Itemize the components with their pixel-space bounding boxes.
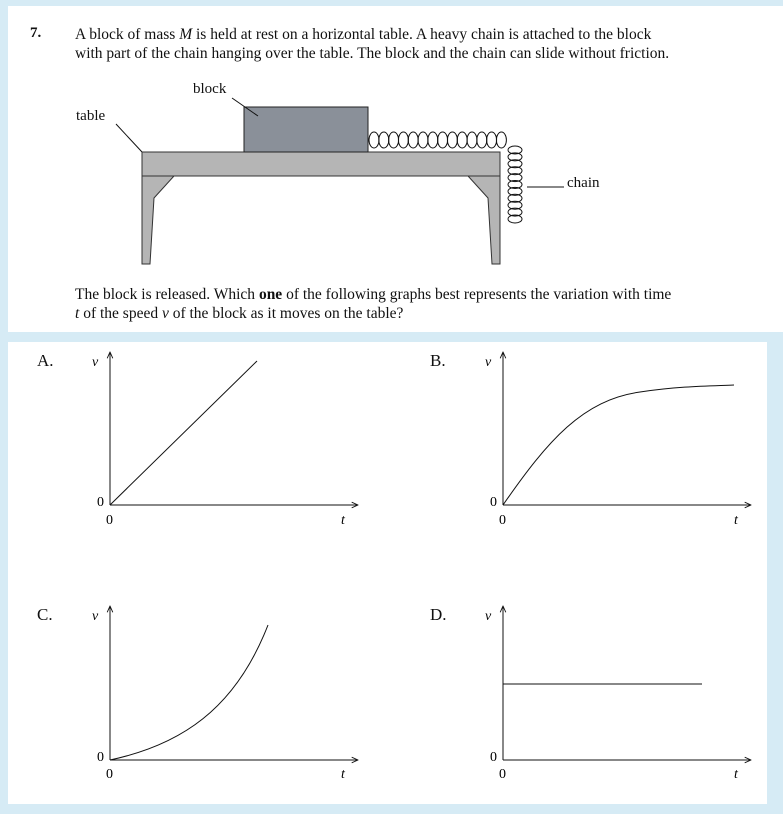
graph-c-curve — [110, 625, 268, 760]
question-number: 7. — [30, 25, 42, 41]
graph-d-v-label: v — [485, 609, 492, 624]
graph-d-origin-v: 0 — [490, 750, 497, 765]
table-label: table — [76, 108, 106, 124]
option-d-letter: D. — [430, 605, 447, 624]
graph-c-origin-t: 0 — [106, 767, 113, 782]
option-b-letter: B. — [430, 351, 446, 370]
graph-a-curve — [110, 361, 257, 505]
graph-c-origin-v: 0 — [97, 750, 104, 765]
question-prompt-line-2: t of the speed v of the block as it moves on the table? — [75, 305, 404, 322]
graph-c-v-label: v — [92, 609, 99, 624]
option-c-letter: C. — [37, 605, 53, 624]
graph-a-origin-v: 0 — [97, 495, 104, 510]
graph-b-origin-v: 0 — [490, 495, 497, 510]
chain-label: chain — [567, 175, 600, 191]
graph-d-origin-t: 0 — [499, 767, 506, 782]
question-intro-line-1: A block of mass M is held at rest on a horizontal table. A heavy chain is attached to the block — [75, 26, 652, 43]
graph-b — [485, 352, 751, 528]
graph-b-origin-t: 0 — [499, 513, 506, 528]
graph-c-t-label: t — [341, 767, 345, 782]
graph-a-origin-t: 0 — [106, 513, 113, 528]
graph-a-t-label: t — [341, 513, 345, 528]
block-label: block — [193, 81, 227, 97]
prompt-line-1-text: The block is released. Which one of the following graphs best represents the variation with time — [75, 286, 672, 303]
graph-c — [92, 606, 358, 782]
option-a-letter: A. — [37, 351, 54, 370]
graph-b-curve — [503, 385, 734, 505]
graph-d-t-label: t — [734, 767, 738, 782]
graph-d — [485, 606, 751, 782]
graph-b-v-label: v — [485, 355, 492, 370]
graph-a — [92, 352, 358, 528]
graph-b-t-label: t — [734, 513, 738, 528]
graph-a-v-label: v — [92, 355, 99, 370]
question-intro-line-2: with part of the chain hanging over the table. The block and the chain can slide without friction. — [75, 45, 670, 62]
